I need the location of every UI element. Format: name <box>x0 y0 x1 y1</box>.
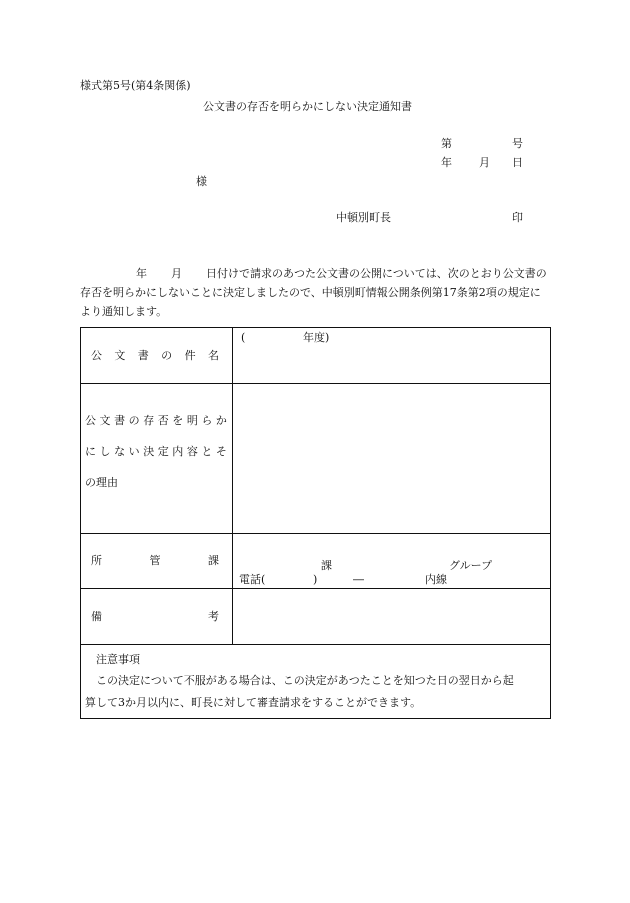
decision-reason-label-line3: の理由 <box>85 476 118 489</box>
doc-number-prefix: 第 <box>441 137 452 150</box>
body-month-label: 月 <box>171 267 182 280</box>
notes-line-1: この決定について不服がある場合は、この決定があつたことを知つた日の翌日から起 <box>96 674 514 687</box>
row-divider <box>81 533 550 534</box>
decision-reason-label-line1: 公 文 書 の 存 否 を 明 ら か <box>85 414 227 427</box>
fiscal-year-open-paren: ( <box>241 331 246 344</box>
phone-dash: ― <box>353 573 364 586</box>
date-month-label: 月 <box>479 156 490 169</box>
decision-table <box>80 327 551 719</box>
doc-number-suffix: 号 <box>512 137 523 150</box>
fiscal-year-label: 年度) <box>303 331 330 344</box>
notes-heading: 注意事項 <box>96 653 140 666</box>
document-name-label: 公 文 書 の 件 名 <box>91 349 219 362</box>
remarks-label: 備 考 <box>91 610 219 623</box>
document-title: 公文書の存否を明らかにしない決定通知書 <box>203 100 412 113</box>
decision-reason-label-line2: に し な い 決 定 内 容 と そ <box>85 445 227 458</box>
addressee-suffix: 様 <box>196 175 207 188</box>
notes-line-2: 算して3か月以内に、町長に対して審査請求をすることができます。 <box>85 696 422 709</box>
date-year-label: 年 <box>441 156 452 169</box>
row-divider <box>81 644 550 645</box>
column-divider <box>232 328 233 644</box>
group-label: グループ <box>449 559 493 572</box>
issuer-name: 中頓別町長 <box>336 211 391 224</box>
row-divider <box>81 588 550 589</box>
phone-label: 電話( <box>239 573 266 586</box>
row-divider <box>81 383 550 384</box>
form-number: 様式第5号(第4条関係) <box>80 79 191 92</box>
seal-mark: 印 <box>512 211 523 224</box>
body-text: 日付けで請求のあつた公文書の公開については、次のとおり公文書の存否を明らかにしないことに決定しましたので、中頓別町情報公開条例第17条第2項の規定により通知します。 <box>80 267 547 318</box>
department-label: 所 管 課 <box>91 554 219 567</box>
section-label: 課 <box>321 559 332 572</box>
body-year-label: 年 <box>136 267 147 280</box>
date-day-label: 日 <box>512 156 523 169</box>
extension-label: 内線 <box>425 573 447 586</box>
notice-paragraph <box>80 264 550 321</box>
phone-close-paren: ) <box>313 573 318 586</box>
